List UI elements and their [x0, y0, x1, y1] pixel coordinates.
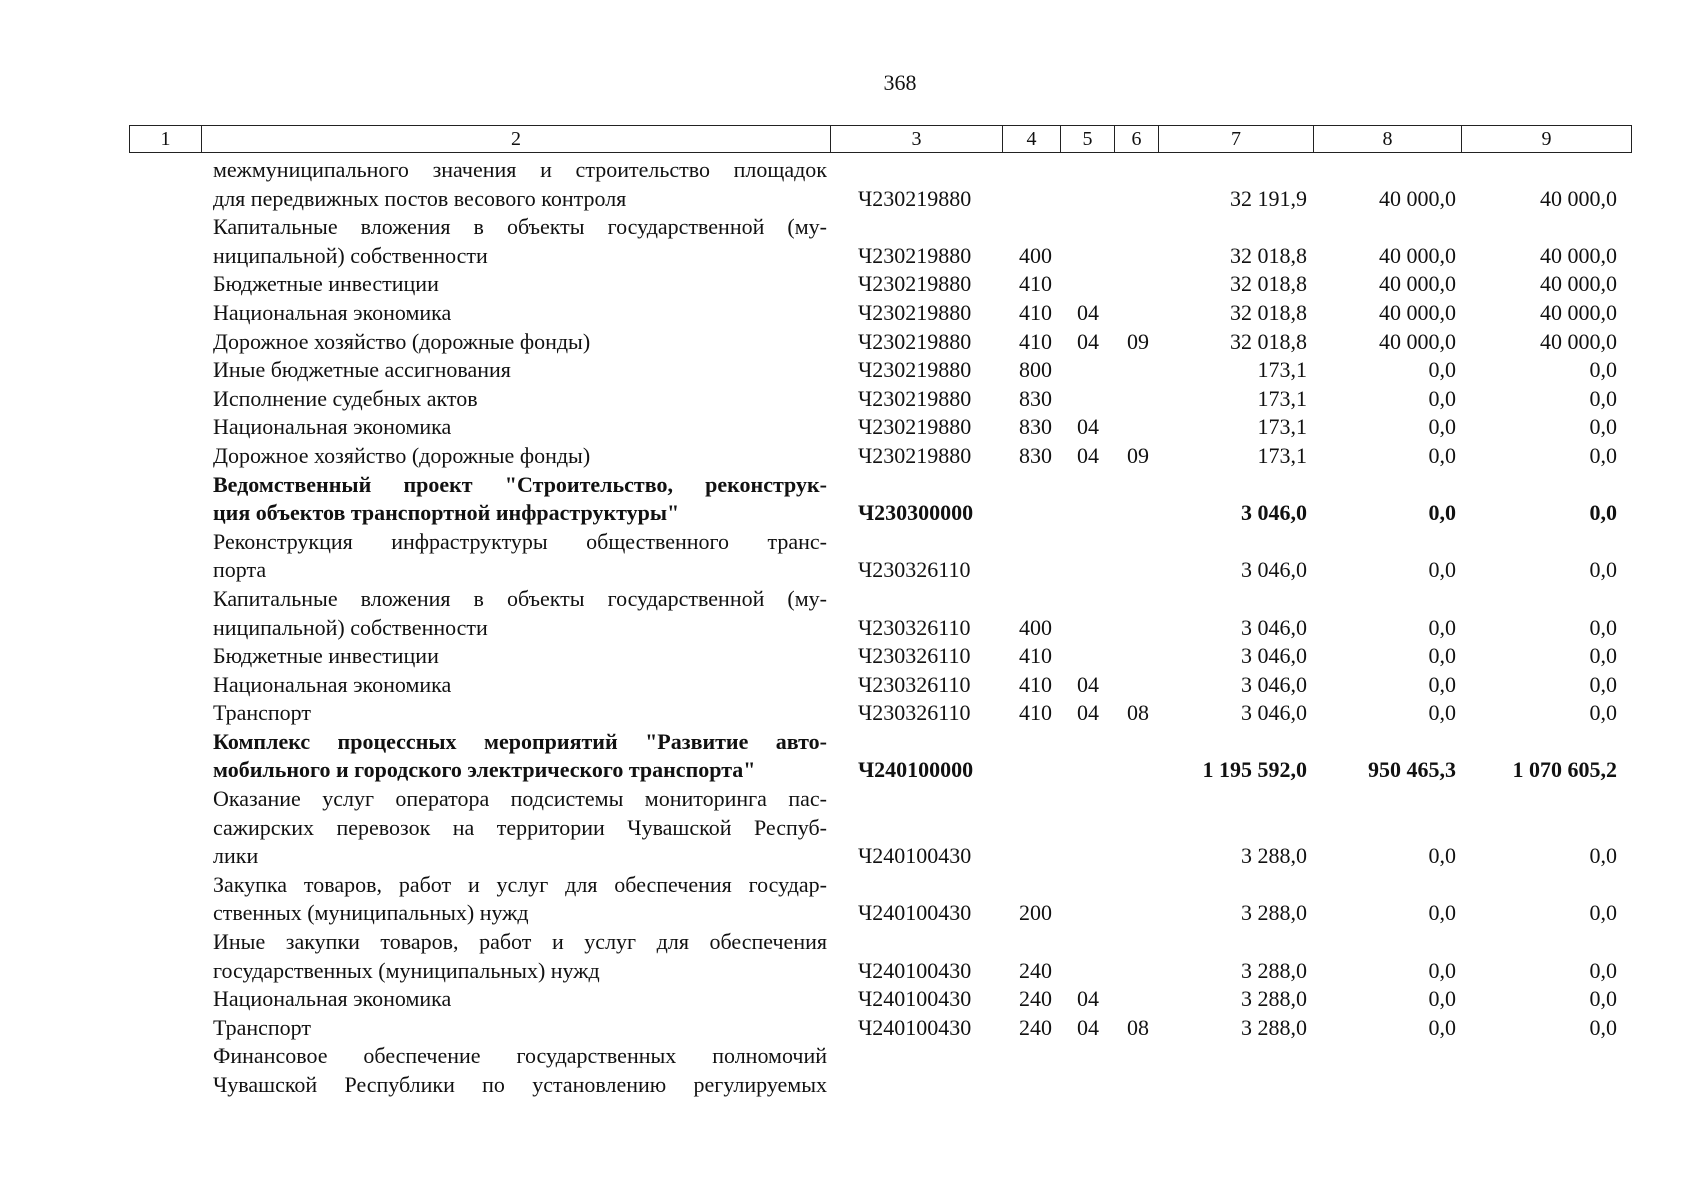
description-line: для передвижных постов весового контроля [213, 185, 627, 211]
subsection-code: 09 [1127, 442, 1149, 468]
amount-col-8: 0,0 [1428, 700, 1456, 726]
amount-col-7: 173,1 [1257, 442, 1307, 468]
amount-col-7: 32 191,9 [1230, 185, 1307, 211]
amount-col-8: 0,0 [1428, 843, 1456, 869]
header-col-8: 8 [1314, 126, 1462, 152]
expense-type-code: 400 [1019, 242, 1052, 268]
amount-col-7: 32 018,8 [1230, 328, 1307, 354]
amount-col-7: 32 018,8 [1230, 299, 1307, 325]
amount-col-7: 3 046,0 [1241, 557, 1307, 583]
expense-type-code: 830 [1019, 414, 1052, 440]
row-description [213, 642, 827, 671]
description-line: сажирских перевозок на территории Чувашской Респуб- [213, 814, 827, 840]
row-description [213, 156, 827, 213]
amount-col-8: 0,0 [1428, 643, 1456, 669]
target-article-code: Ч230219880 [858, 357, 972, 383]
amount-col-8: 0,0 [1428, 986, 1456, 1012]
row-description [213, 328, 827, 357]
table-row [0, 270, 1697, 299]
row-description [213, 728, 827, 785]
section-code: 04 [1077, 442, 1099, 468]
table-row [0, 413, 1697, 442]
amount-col-7: 3 046,0 [1241, 700, 1307, 726]
row-description [213, 213, 827, 270]
amount-col-9: 0,0 [1589, 643, 1617, 669]
row-description [213, 270, 827, 299]
amount-col-7: 32 018,8 [1230, 242, 1307, 268]
subsection-code: 08 [1127, 1014, 1149, 1040]
table-row [0, 642, 1697, 671]
amount-col-8: 0,0 [1428, 414, 1456, 440]
target-article-code: Ч240100430 [858, 986, 972, 1012]
description-line: Закупка товаров, работ и услуг для обеспечения государ- [213, 871, 827, 897]
description-line: Иные бюджетные ассигнования [213, 357, 511, 383]
expense-type-code: 410 [1019, 299, 1052, 325]
amount-col-7: 3 288,0 [1241, 900, 1307, 926]
amount-col-8: 40 000,0 [1379, 185, 1456, 211]
table-row [0, 156, 1697, 213]
target-article-code: Ч230219880 [858, 414, 972, 440]
description-line: Иные закупки товаров, работ и услуг для обеспечения [213, 929, 827, 955]
section-code: 04 [1077, 1014, 1099, 1040]
amount-col-9: 0,0 [1589, 385, 1617, 411]
target-article-code: Ч240100000 [858, 757, 974, 783]
description-line: лики [213, 843, 259, 869]
description-line: Капитальные вложения в объекты государственной (му- [213, 214, 827, 240]
description-line: ниципальной) собственности [213, 614, 488, 640]
description-line: Национальная экономика [213, 299, 452, 325]
page-number: 368 [883, 70, 917, 95]
amount-col-9: 0,0 [1589, 1014, 1617, 1040]
amount-col-9: 0,0 [1589, 671, 1617, 697]
target-article-code: Ч240100430 [858, 900, 972, 926]
amount-col-8: 0,0 [1428, 557, 1456, 583]
header-col-3: 3 [831, 126, 1003, 152]
section-code: 04 [1077, 986, 1099, 1012]
description-line: Оказание услуг оператора подсистемы мониторинга пас- [213, 786, 827, 812]
row-description [213, 785, 827, 871]
expense-type-code: 800 [1019, 357, 1052, 383]
description-line: Транспорт [213, 1014, 312, 1040]
amount-col-8: 0,0 [1428, 500, 1456, 526]
target-article-code: Ч230326110 [858, 614, 971, 640]
subsection-code: 08 [1127, 700, 1149, 726]
target-article-code: Ч230300000 [858, 500, 974, 526]
row-description [213, 442, 827, 471]
description-line: государственных (муниципальных) нужд [213, 957, 600, 983]
table-body [0, 156, 1697, 1100]
expense-type-code: 240 [1019, 1014, 1052, 1040]
amount-col-9: 1 070 605,2 [1512, 757, 1617, 783]
target-article-code: Ч230219880 [858, 242, 972, 268]
amount-col-8: 0,0 [1428, 385, 1456, 411]
target-article-code: Ч240100430 [858, 1014, 972, 1040]
description-line: Финансовое обеспечение государственных полномочий [213, 1043, 827, 1069]
table-row [0, 871, 1697, 928]
row-description [213, 1042, 827, 1099]
amount-col-9: 0,0 [1589, 500, 1617, 526]
table-row [0, 928, 1697, 985]
amount-col-9: 40 000,0 [1540, 242, 1617, 268]
target-article-code: Ч230326110 [858, 557, 971, 583]
description-line: ниципальной) собственности [213, 242, 488, 268]
amount-col-7: 3 288,0 [1241, 1014, 1307, 1040]
target-article-code: Ч230219880 [858, 299, 972, 325]
amount-col-8: 0,0 [1428, 614, 1456, 640]
description-line: Транспорт [213, 700, 312, 726]
description-line: Реконструкция инфраструктуры общественного транс- [213, 528, 827, 554]
amount-col-9: 0,0 [1589, 414, 1617, 440]
table-row [0, 442, 1697, 471]
amount-col-9: 0,0 [1589, 986, 1617, 1012]
amount-col-9: 40 000,0 [1540, 299, 1617, 325]
amount-col-9: 0,0 [1589, 442, 1617, 468]
table-row [0, 385, 1697, 414]
amount-col-9: 40 000,0 [1540, 328, 1617, 354]
target-article-code: Ч230326110 [858, 671, 971, 697]
amount-col-7: 173,1 [1257, 357, 1307, 383]
amount-col-7: 3 288,0 [1241, 843, 1307, 869]
row-description [213, 699, 827, 728]
amount-col-8: 0,0 [1428, 900, 1456, 926]
description-line: мобильного и городского электрического транспорта" [213, 757, 756, 783]
amount-col-9: 0,0 [1589, 614, 1617, 640]
amount-col-9: 0,0 [1589, 900, 1617, 926]
table-row [0, 299, 1697, 328]
target-article-code: Ч230219880 [858, 442, 972, 468]
row-description [213, 985, 827, 1014]
target-article-code: Ч240100430 [858, 957, 972, 983]
amount-col-8: 0,0 [1428, 357, 1456, 383]
amount-col-8: 950 465,3 [1368, 757, 1456, 783]
subsection-code: 09 [1127, 328, 1149, 354]
header-col-9: 9 [1541, 128, 1552, 150]
amount-col-8: 0,0 [1428, 442, 1456, 468]
description-line: Дорожное хозяйство (дорожные фонды) [213, 442, 591, 468]
description-line: ция объектов транспортной инфраструктуры" [213, 500, 680, 526]
table-row [0, 728, 1697, 785]
header-col-4: 4 [1003, 126, 1061, 152]
header-col-1: 1 [130, 126, 202, 152]
table-row [0, 528, 1697, 585]
description-line: порта [213, 557, 267, 583]
expense-type-code: 400 [1019, 614, 1052, 640]
row-description [213, 356, 827, 385]
description-line: Национальная экономика [213, 414, 452, 440]
description-line: Капитальные вложения в объекты государственной (му- [213, 585, 827, 611]
target-article-code: Ч230326110 [858, 700, 971, 726]
amount-col-8: 0,0 [1428, 671, 1456, 697]
row-description [213, 871, 827, 928]
target-article-code: Ч230219880 [858, 185, 972, 211]
header-col-7: 7 [1159, 126, 1314, 152]
amount-col-8: 0,0 [1428, 1014, 1456, 1040]
header-col-2: 2 [202, 126, 831, 152]
table-row [0, 356, 1697, 385]
amount-col-8: 0,0 [1428, 957, 1456, 983]
description-line: Чувашской Республики по установлению регулируемых [213, 1072, 827, 1098]
description-line: Исполнение судебных актов [213, 385, 478, 411]
section-code: 04 [1077, 299, 1099, 325]
amount-col-7: 32 018,8 [1230, 271, 1307, 297]
description-line: Национальная экономика [213, 671, 452, 697]
row-description [213, 585, 827, 642]
amount-col-7: 1 195 592,0 [1202, 757, 1307, 783]
section-code: 04 [1077, 671, 1099, 697]
expense-type-code: 410 [1019, 271, 1052, 297]
amount-col-7: 3 046,0 [1241, 500, 1307, 526]
description-line: Бюджетные инвестиции [213, 271, 439, 297]
expense-type-code: 410 [1019, 671, 1052, 697]
table-row [0, 699, 1697, 728]
target-article-code: Ч230219880 [858, 271, 972, 297]
table-row [0, 471, 1697, 528]
expense-type-code: 410 [1019, 643, 1052, 669]
table-header [129, 125, 1632, 153]
expense-type-code: 830 [1019, 385, 1052, 411]
description-line: межмуниципального значения и строительство площадок [213, 157, 827, 182]
target-article-code: Ч230219880 [858, 385, 972, 411]
amount-col-9: 0,0 [1589, 557, 1617, 583]
amount-col-9: 0,0 [1589, 843, 1617, 869]
amount-col-9: 0,0 [1589, 700, 1617, 726]
amount-col-8: 40 000,0 [1379, 299, 1456, 325]
row-description [213, 528, 827, 585]
amount-col-7: 173,1 [1257, 385, 1307, 411]
amount-col-7: 3 288,0 [1241, 957, 1307, 983]
expense-type-code: 830 [1019, 442, 1052, 468]
row-description [213, 385, 827, 414]
section-code: 04 [1077, 328, 1099, 354]
header-col-6: 6 [1115, 126, 1159, 152]
target-article-code: Ч240100430 [858, 843, 972, 869]
amount-col-7: 3 046,0 [1241, 643, 1307, 669]
amount-col-8: 40 000,0 [1379, 271, 1456, 297]
amount-col-8: 40 000,0 [1379, 328, 1456, 354]
expense-type-code: 200 [1019, 900, 1052, 926]
amount-col-9: 0,0 [1589, 957, 1617, 983]
table-row [0, 213, 1697, 270]
row-description [213, 928, 827, 985]
table-row [0, 328, 1697, 357]
row-description [213, 1014, 827, 1043]
amount-col-9: 0,0 [1589, 357, 1617, 383]
row-description [213, 299, 827, 328]
description-line: Национальная экономика [213, 986, 452, 1012]
amount-col-8: 40 000,0 [1379, 242, 1456, 268]
description-line: Бюджетные инвестиции [213, 643, 439, 669]
table-row [0, 785, 1697, 871]
expense-type-code: 240 [1019, 957, 1052, 983]
table-row [0, 985, 1697, 1014]
target-article-code: Ч230326110 [858, 643, 971, 669]
amount-col-9: 40 000,0 [1540, 271, 1617, 297]
section-code: 04 [1077, 700, 1099, 726]
row-description [213, 471, 827, 528]
row-description [213, 671, 827, 700]
expense-type-code: 240 [1019, 986, 1052, 1012]
row-description [213, 413, 827, 442]
table-row [0, 1014, 1697, 1043]
section-code: 04 [1077, 414, 1099, 440]
amount-col-7: 173,1 [1257, 414, 1307, 440]
amount-col-9: 40 000,0 [1540, 185, 1617, 211]
amount-col-7: 3 046,0 [1241, 614, 1307, 640]
amount-col-7: 3 046,0 [1241, 671, 1307, 697]
table-row [0, 585, 1697, 642]
description-line: Дорожное хозяйство (дорожные фонды) [213, 328, 591, 354]
description-line: ственных (муниципальных) нужд [213, 900, 529, 926]
table-row [0, 1042, 1697, 1099]
description-line: Ведомственный проект "Строительство, реконструк- [213, 471, 827, 497]
expense-type-code: 410 [1019, 700, 1052, 726]
header-col-5: 5 [1061, 126, 1115, 152]
description-line: Комплекс процессных мероприятий "Развитие авто- [213, 728, 827, 754]
table-row [0, 671, 1697, 700]
target-article-code: Ч230219880 [858, 328, 972, 354]
amount-col-7: 3 288,0 [1241, 986, 1307, 1012]
expense-type-code: 410 [1019, 328, 1052, 354]
